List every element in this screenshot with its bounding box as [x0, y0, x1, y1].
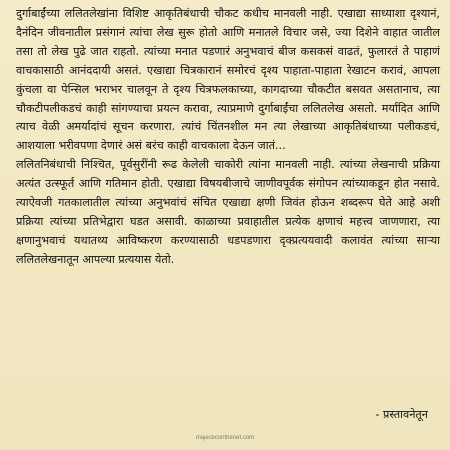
blurb-text	[16, 5, 440, 270]
blurb-paragraph-1: दुर्गाबाईंच्या ललितलेखांना विशिष्ट आकृतिबंधाची चौकट कधीच मानवली नाही. एखाद्या साध्याशा दृश्यानं, दैनंदिन जीवनातील प्रसंगानं त्यांचा लेख सुरू होतो आणि मनातले विचार जसे, ज्या दिशेने वाहात जातील तसा तो लेख पुढे जात राहतो. त्यांच्या मनात पडणारं अनुभवाचं बीज कसकसं वाढतं, फुलारतं ते पाहाणं वाचकासाठी आनंददायी असतं. एखाद्या चित्रकारानं समोरचं दृश्य पाहाता-पाहाता रेखाटन करावं, आपला कुंचला वा पेन्सिल भराभर चालवून ते दृश्य चित्रफलकाच्या, कागदाच्या चौकटीत बसवत असतानाच, त्या चौकटीपलीकडचं काही सांगण्याचा प्रयत्न करावा, त्याप्रमाणे दुर्गाबाईंचा ललितलेख असतो. मर्यादित आणि त्याच वेळी अमर्यादांचं सूचन करणारा. त्यांचं चिंतनशील मन त्या लेखाच्या आकृतिबंधाच्या पलीकडचं, आशयाला भरीवपणा देणारं असं बरंच काही वाचकाला देऊन जातं...	[16, 7, 440, 153]
blurb-paragraph-2: ललितनिबंधाची निश्चित, पूर्वसुरींनी रूढ केलेली चाकोरी त्यांना मानवली नाही. त्यांच्या लेखनाची प्रक्रिया अत्यंत उत्स्फूर्त आणि गतिमान होती. एखाद्या विषयबीजाचे जाणीवपूर्वक संगोपन त्यांच्याकडून होत नसावे. त्याऐवजी गतकालातील त्यांच्या अनुभवांचं संचित एखाद्या क्षणी जिवंत होऊन शब्दरूप घेते आहे अशी प्रक्रिया त्यांच्या प्रतिभेद्वारा घडत असावी. काळाच्या प्रवाहातील प्रत्येक क्षणाचं महत्त्व जाणणारा, त्या क्षणानुभवाचं यथातथ्य आविष्करण करण्यासाठी धडपडणारा दृक्प्रत्ययवादी कलावंत त्यांच्या साऱ्या ललितलेखनातून आपल्या प्रत्ययास येतो.	[16, 158, 440, 266]
watermark: majesticonthenet.com	[195, 435, 255, 441]
attribution: - प्रस्तावनेतून	[375, 408, 428, 421]
